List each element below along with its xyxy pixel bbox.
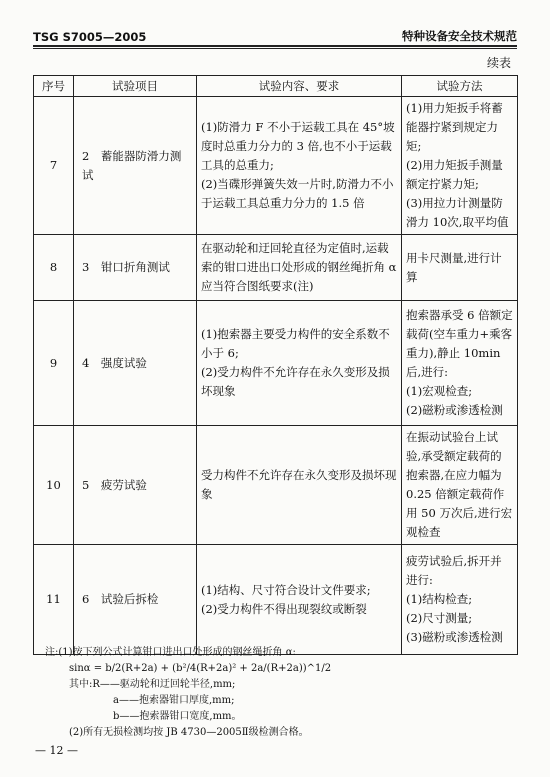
test-requirement [197, 97, 402, 235]
table-row [34, 235, 518, 301]
test-table [33, 75, 518, 655]
column-header: 试验方法 [402, 76, 518, 97]
test-item: 3 钳口折角测试 [74, 235, 197, 301]
table-row [34, 545, 518, 655]
table-row [34, 97, 518, 235]
requirement-line: (2)当碟形弹簧失效一片时,防滑力不小于运载工具总重力分力的 1.5 倍 [201, 177, 394, 210]
note-1: 注:(1)按下列公式计算钳口进出口处形成的钢丝绳折角 α: [45, 647, 296, 658]
row-number: 7 [34, 97, 74, 235]
table-row [34, 426, 518, 545]
requirement-line: (1)抱索器主要受力构件的安全系数不小于 6; [201, 327, 390, 360]
requirement-line: (2)受力构件不允许存在永久变形及损坏现象 [201, 365, 390, 398]
header-rule [33, 45, 517, 47]
requirement-line: (2)受力构件不得出现裂纹或断裂 [201, 601, 367, 616]
header-rule-thin [33, 48, 517, 49]
method-line: (2)用力矩扳手测量额定拧紧力矩; [406, 158, 503, 191]
test-item: 5 疲劳试验 [74, 426, 197, 545]
test-method [402, 97, 518, 235]
requirement-line: 在驱动轮和迂回轮直径为定值时,运载索的钳口进出口处形成的钢丝绳折角 α 应当符合图纸要求(注) [201, 241, 397, 293]
test-item: 2 蓄能器防滑力测试 [74, 97, 197, 235]
method-line: 疲劳试验后,拆开并进行: [406, 554, 502, 587]
method-line: (3)用拉力计测量防滑力 10次,取平均值 [406, 196, 509, 229]
note-2: (2)所有无损检测均按 JB 4730—2005Ⅱ级检测合格。 [69, 727, 309, 738]
requirement-line: (1)防滑力 F 不小于运载工具在 45°坡度时总重力分力的 3 倍,也不小于运载工具的总重力; [201, 120, 395, 172]
test-method [402, 426, 518, 545]
method-line: (2)磁粉或渗透检测 [406, 403, 503, 417]
method-line: (1)结构检查; [406, 592, 473, 606]
test-item: 4 强度试验 [74, 301, 197, 426]
table-header-row [34, 76, 518, 97]
test-requirement [197, 426, 402, 545]
continued-label: 续表 [486, 56, 511, 70]
formula-a-definition: a——抱索器钳口厚度,mm; [113, 695, 235, 706]
table-row [34, 301, 518, 426]
row-number: 9 [34, 301, 74, 426]
test-requirement [197, 235, 402, 301]
row-number: 8 [34, 235, 74, 301]
row-number: 10 [34, 426, 74, 545]
page-number: — 12 — [35, 744, 78, 757]
row-number: 11 [34, 545, 74, 655]
test-item: 6 试验后拆检 [74, 545, 197, 655]
test-method [402, 301, 518, 426]
method-line: (2)尺寸测量; [406, 611, 473, 625]
column-header: 序号 [34, 76, 74, 97]
requirement-line: 受力构件不允许存在永久变形及损坏现象 [201, 468, 397, 501]
method-line: 在振动试验台上试验,承受额定载荷的抱索器,在应力幅为 0.25 倍额定载荷作用 50 万次后,进行宏观检查 [406, 430, 513, 539]
standard-code: TSG S7005—2005 [33, 30, 147, 44]
test-requirement [197, 545, 402, 655]
method-line: 抱索器承受 6 倍额定载荷(空车重力+乘客重力),静止 10min 后,进行: [406, 308, 513, 379]
requirement-line: (1)结构、尺寸符合设计文件要求; [201, 582, 371, 597]
document-category: 特种设备安全技术规范 [402, 29, 517, 43]
column-header: 试验项目 [74, 76, 197, 97]
formula-where: 其中:R——驱动轮和迂回轮半径,mm; [69, 679, 236, 690]
method-line: 用卡尺测量,进行计算 [406, 250, 502, 284]
page-header [33, 22, 517, 47]
formula: sinα = b/2(R+2a) + (b²/4(R+2a)² + 2a/(R+2a))^1/2 [69, 663, 332, 674]
method-line: (3)磁粉或渗透检测 [406, 630, 503, 644]
formula-b-definition: b——抱索器钳口宽度,mm。 [113, 711, 242, 722]
column-header: 试验内容、要求 [197, 76, 402, 97]
method-line: (1)宏观检查; [406, 384, 473, 398]
test-method [402, 235, 518, 301]
test-requirement [197, 301, 402, 426]
test-method [402, 545, 518, 655]
method-line: (1)用力矩扳手将蓄能器拧紧到规定力矩; [406, 101, 503, 153]
table-notes [45, 645, 515, 741]
